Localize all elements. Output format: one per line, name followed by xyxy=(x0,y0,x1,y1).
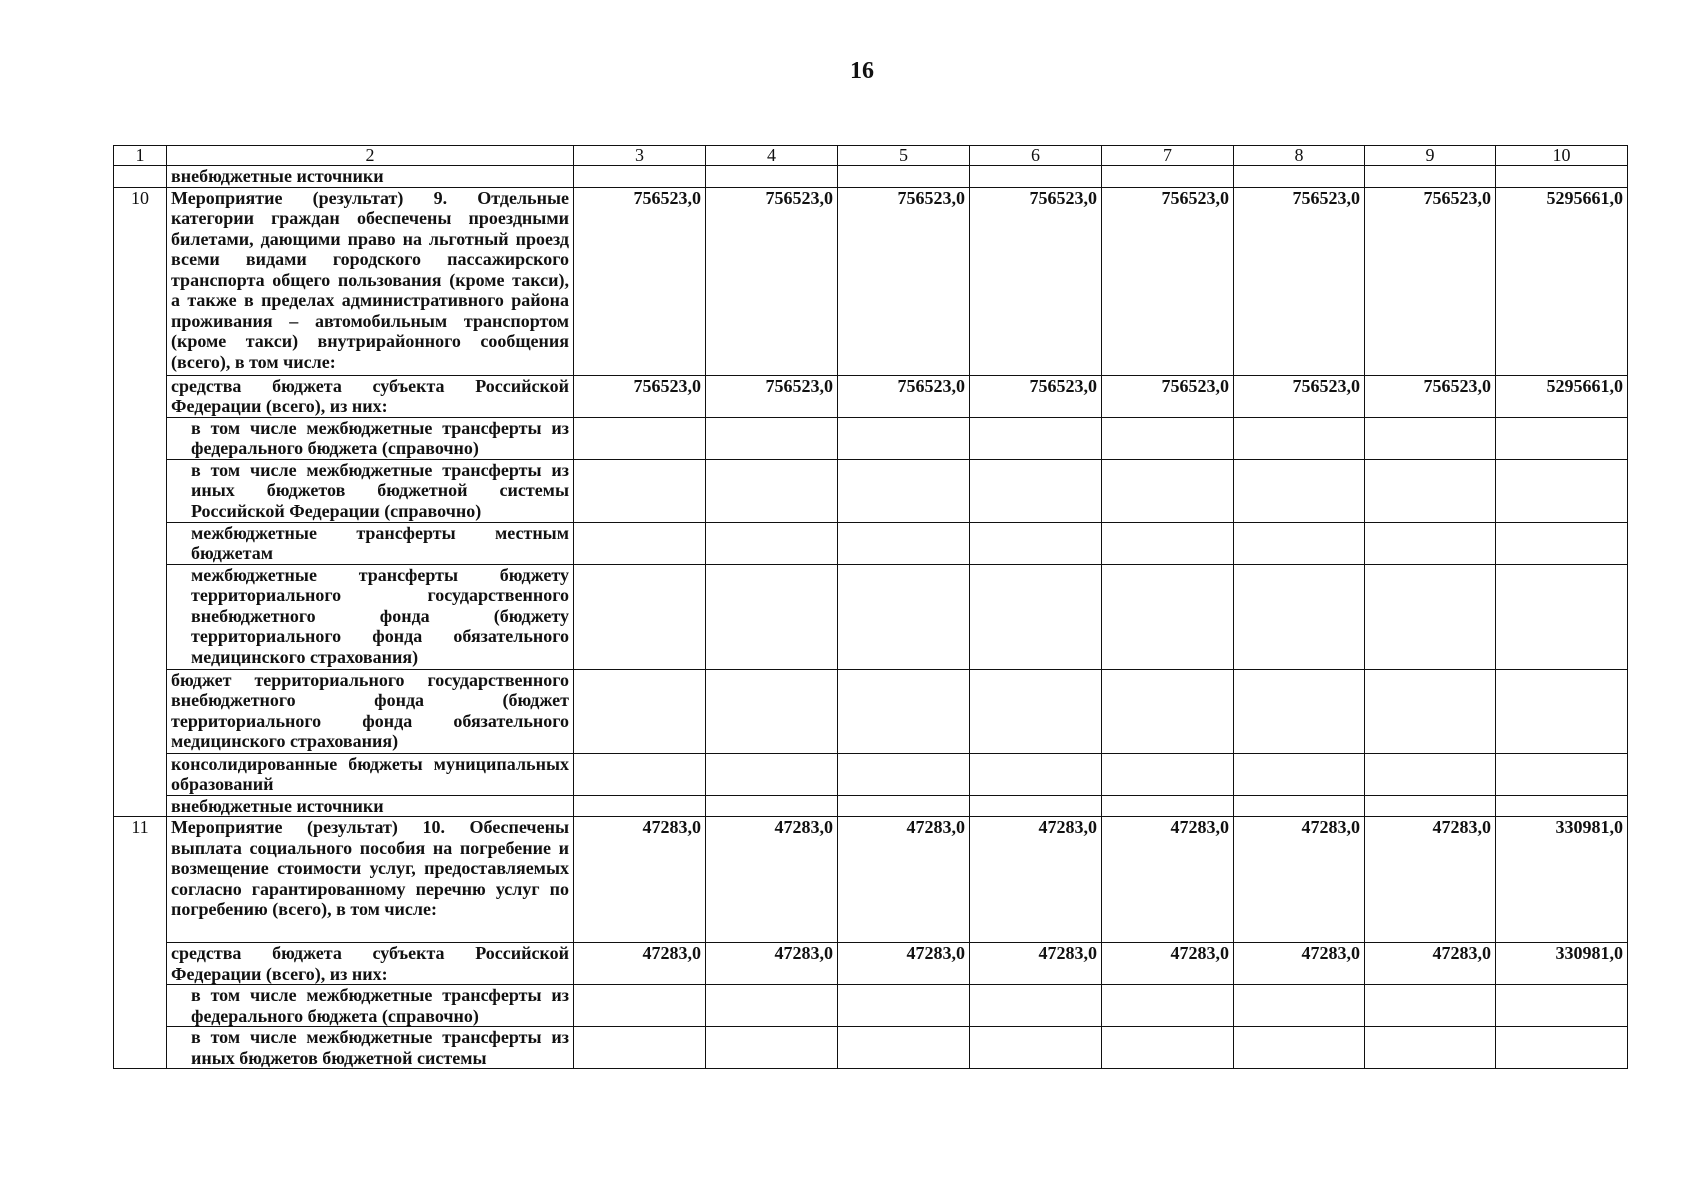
value-cell xyxy=(1496,459,1628,522)
value-cell xyxy=(1102,459,1234,522)
row-label-cell: в том числе межбюджетные трансферты из федерального бюджета (справочно) xyxy=(167,417,574,459)
value-cell xyxy=(706,564,838,669)
row-label-cell: межбюджетные трансферты местным бюджетам xyxy=(167,522,574,564)
column-number: 4 xyxy=(706,146,838,166)
value-cell xyxy=(970,564,1102,669)
value-cell xyxy=(1496,1027,1628,1069)
column-number: 7 xyxy=(1102,146,1234,166)
row-label-cell: средства бюджета субъекта Российской Федерации (всего), из них: xyxy=(167,943,574,985)
value-cell xyxy=(1234,166,1365,188)
value-cell xyxy=(970,522,1102,564)
value-cell xyxy=(838,564,970,669)
value-cell xyxy=(1496,753,1628,795)
value-cell xyxy=(574,522,706,564)
value-cell xyxy=(1102,669,1234,753)
value-cell: 756523,0 xyxy=(838,187,970,375)
column-number-row xyxy=(114,146,1628,166)
value-cell: 47283,0 xyxy=(1365,943,1496,985)
value-cell xyxy=(1496,564,1628,669)
row-number-cell xyxy=(114,166,167,188)
table-row xyxy=(114,166,1628,188)
row-label-cell: внебюджетные источники xyxy=(167,166,574,188)
value-cell: 756523,0 xyxy=(1365,187,1496,375)
value-cell xyxy=(1234,985,1365,1027)
value-cell xyxy=(1496,417,1628,459)
value-cell xyxy=(1102,753,1234,795)
value-cell xyxy=(838,459,970,522)
table-row xyxy=(114,187,1628,375)
value-cell xyxy=(574,459,706,522)
budget-table xyxy=(113,145,1628,1069)
value-cell: 47283,0 xyxy=(1234,943,1365,985)
value-cell: 47283,0 xyxy=(1234,817,1365,943)
column-number: 5 xyxy=(838,146,970,166)
column-number: 8 xyxy=(1234,146,1365,166)
value-cell xyxy=(1102,795,1234,817)
value-cell: 756523,0 xyxy=(574,187,706,375)
row-label-cell: в том числе межбюджетные трансферты из иных бюджетов бюджетной системы Российской Федерации (справочно) xyxy=(167,459,574,522)
value-cell xyxy=(1365,522,1496,564)
row-label-cell: в том числе межбюджетные трансферты из федерального бюджета (справочно) xyxy=(167,985,574,1027)
value-cell: 47283,0 xyxy=(838,943,970,985)
value-cell xyxy=(1102,985,1234,1027)
value-cell: 330981,0 xyxy=(1496,817,1628,943)
value-cell xyxy=(1234,459,1365,522)
row-label-cell: Мероприятие (результат) 9. Отдельные категории граждан обеспечены проездными билетами, дающими право на льготный проезд всеми видами городского пассажирского транспорта общего пользования (кроме такси), а также в пределах административного района проживания – автомобильным транспортом (кроме такси) внутрирайонного сообщения (всего), в том числе: xyxy=(167,187,574,375)
value-cell xyxy=(706,417,838,459)
value-cell: 756523,0 xyxy=(706,187,838,375)
row-label-cell: средства бюджета субъекта Российской Федерации (всего), из них: xyxy=(167,375,574,417)
row-label-cell: консолидированные бюджеты муниципальных образований xyxy=(167,753,574,795)
value-cell xyxy=(706,753,838,795)
value-cell xyxy=(1234,522,1365,564)
column-number: 1 xyxy=(114,146,167,166)
table-row xyxy=(114,522,1628,564)
value-cell xyxy=(574,1027,706,1069)
value-cell xyxy=(1496,166,1628,188)
row-label-cell: межбюджетные трансферты бюджету территориального государственного внебюджетного фонда (бюджету территориального фонда обязательного медицинского страхования) xyxy=(167,564,574,669)
value-cell xyxy=(706,459,838,522)
value-cell: 47283,0 xyxy=(838,817,970,943)
table-row xyxy=(114,943,1628,985)
value-cell xyxy=(838,522,970,564)
value-cell xyxy=(1365,417,1496,459)
value-cell xyxy=(706,795,838,817)
table-row xyxy=(114,795,1628,817)
value-cell xyxy=(706,1027,838,1069)
table-body xyxy=(114,146,1628,1069)
table-row xyxy=(114,417,1628,459)
value-cell: 47283,0 xyxy=(706,817,838,943)
value-cell xyxy=(706,522,838,564)
value-cell xyxy=(1102,166,1234,188)
value-cell xyxy=(1365,166,1496,188)
row-label-cell: Мероприятие (результат) 10. Обеспечены выплата социального пособия на погребение и возмещение стоимости услуг, предоставляемых согласно гарантированному перечню услуг по погребению (всего), в том числе: xyxy=(167,817,574,943)
value-cell xyxy=(1102,522,1234,564)
table-row xyxy=(114,375,1628,417)
value-cell xyxy=(574,417,706,459)
value-cell xyxy=(970,417,1102,459)
column-number: 2 xyxy=(167,146,574,166)
value-cell xyxy=(1365,985,1496,1027)
row-number-cell: 10 xyxy=(114,187,167,817)
value-cell: 5295661,0 xyxy=(1496,375,1628,417)
value-cell xyxy=(574,753,706,795)
value-cell xyxy=(838,417,970,459)
value-cell xyxy=(574,795,706,817)
table-row xyxy=(114,1027,1628,1069)
table-row xyxy=(114,459,1628,522)
column-number: 6 xyxy=(970,146,1102,166)
value-cell xyxy=(706,166,838,188)
value-cell xyxy=(838,669,970,753)
value-cell xyxy=(970,985,1102,1027)
row-number-cell: 11 xyxy=(114,817,167,1069)
value-cell: 47283,0 xyxy=(706,943,838,985)
value-cell xyxy=(838,985,970,1027)
value-cell xyxy=(574,985,706,1027)
value-cell xyxy=(1365,753,1496,795)
value-cell xyxy=(838,1027,970,1069)
value-cell xyxy=(706,669,838,753)
table-row xyxy=(114,564,1628,669)
value-cell xyxy=(1102,417,1234,459)
page-number: 16 xyxy=(850,58,874,84)
value-cell: 330981,0 xyxy=(1496,943,1628,985)
value-cell xyxy=(970,795,1102,817)
value-cell xyxy=(574,166,706,188)
value-cell xyxy=(1102,1027,1234,1069)
table-row xyxy=(114,669,1628,753)
value-cell xyxy=(1234,753,1365,795)
value-cell xyxy=(1234,669,1365,753)
value-cell xyxy=(838,166,970,188)
value-cell: 756523,0 xyxy=(1234,375,1365,417)
value-cell: 756523,0 xyxy=(838,375,970,417)
value-cell xyxy=(1234,564,1365,669)
value-cell: 47283,0 xyxy=(1102,943,1234,985)
value-cell xyxy=(1365,795,1496,817)
value-cell xyxy=(838,753,970,795)
value-cell: 47283,0 xyxy=(1102,817,1234,943)
value-cell: 756523,0 xyxy=(1234,187,1365,375)
value-cell: 47283,0 xyxy=(574,943,706,985)
row-label-cell: внебюджетные источники xyxy=(167,795,574,817)
value-cell xyxy=(1365,669,1496,753)
row-label-cell: бюджет территориального государственного внебюджетного фонда (бюджет территориального фонда обязательного медицинского страхования) xyxy=(167,669,574,753)
value-cell xyxy=(1102,564,1234,669)
value-cell xyxy=(574,564,706,669)
value-cell xyxy=(970,1027,1102,1069)
value-cell: 756523,0 xyxy=(970,375,1102,417)
row-label-cell: в том числе межбюджетные трансферты из иных бюджетов бюджетной системы xyxy=(167,1027,574,1069)
value-cell xyxy=(1365,564,1496,669)
value-cell: 756523,0 xyxy=(1102,187,1234,375)
value-cell xyxy=(970,459,1102,522)
value-cell: 47283,0 xyxy=(970,817,1102,943)
value-cell: 756523,0 xyxy=(970,187,1102,375)
value-cell: 756523,0 xyxy=(1365,375,1496,417)
column-number: 10 xyxy=(1496,146,1628,166)
value-cell xyxy=(970,166,1102,188)
value-cell xyxy=(1496,985,1628,1027)
value-cell xyxy=(574,669,706,753)
value-cell: 47283,0 xyxy=(1365,817,1496,943)
value-cell xyxy=(1496,669,1628,753)
value-cell: 5295661,0 xyxy=(1496,187,1628,375)
value-cell xyxy=(1496,795,1628,817)
value-cell xyxy=(1496,522,1628,564)
value-cell xyxy=(1365,459,1496,522)
value-cell xyxy=(1234,795,1365,817)
value-cell xyxy=(970,753,1102,795)
value-cell: 756523,0 xyxy=(574,375,706,417)
table-row xyxy=(114,753,1628,795)
value-cell xyxy=(1234,417,1365,459)
value-cell xyxy=(970,669,1102,753)
column-number: 3 xyxy=(574,146,706,166)
value-cell: 756523,0 xyxy=(1102,375,1234,417)
column-number: 9 xyxy=(1365,146,1496,166)
value-cell: 756523,0 xyxy=(706,375,838,417)
table-row xyxy=(114,985,1628,1027)
value-cell xyxy=(1234,1027,1365,1069)
table-row xyxy=(114,817,1628,943)
value-cell: 47283,0 xyxy=(970,943,1102,985)
value-cell xyxy=(838,795,970,817)
value-cell xyxy=(1365,1027,1496,1069)
value-cell xyxy=(706,985,838,1027)
value-cell: 47283,0 xyxy=(574,817,706,943)
